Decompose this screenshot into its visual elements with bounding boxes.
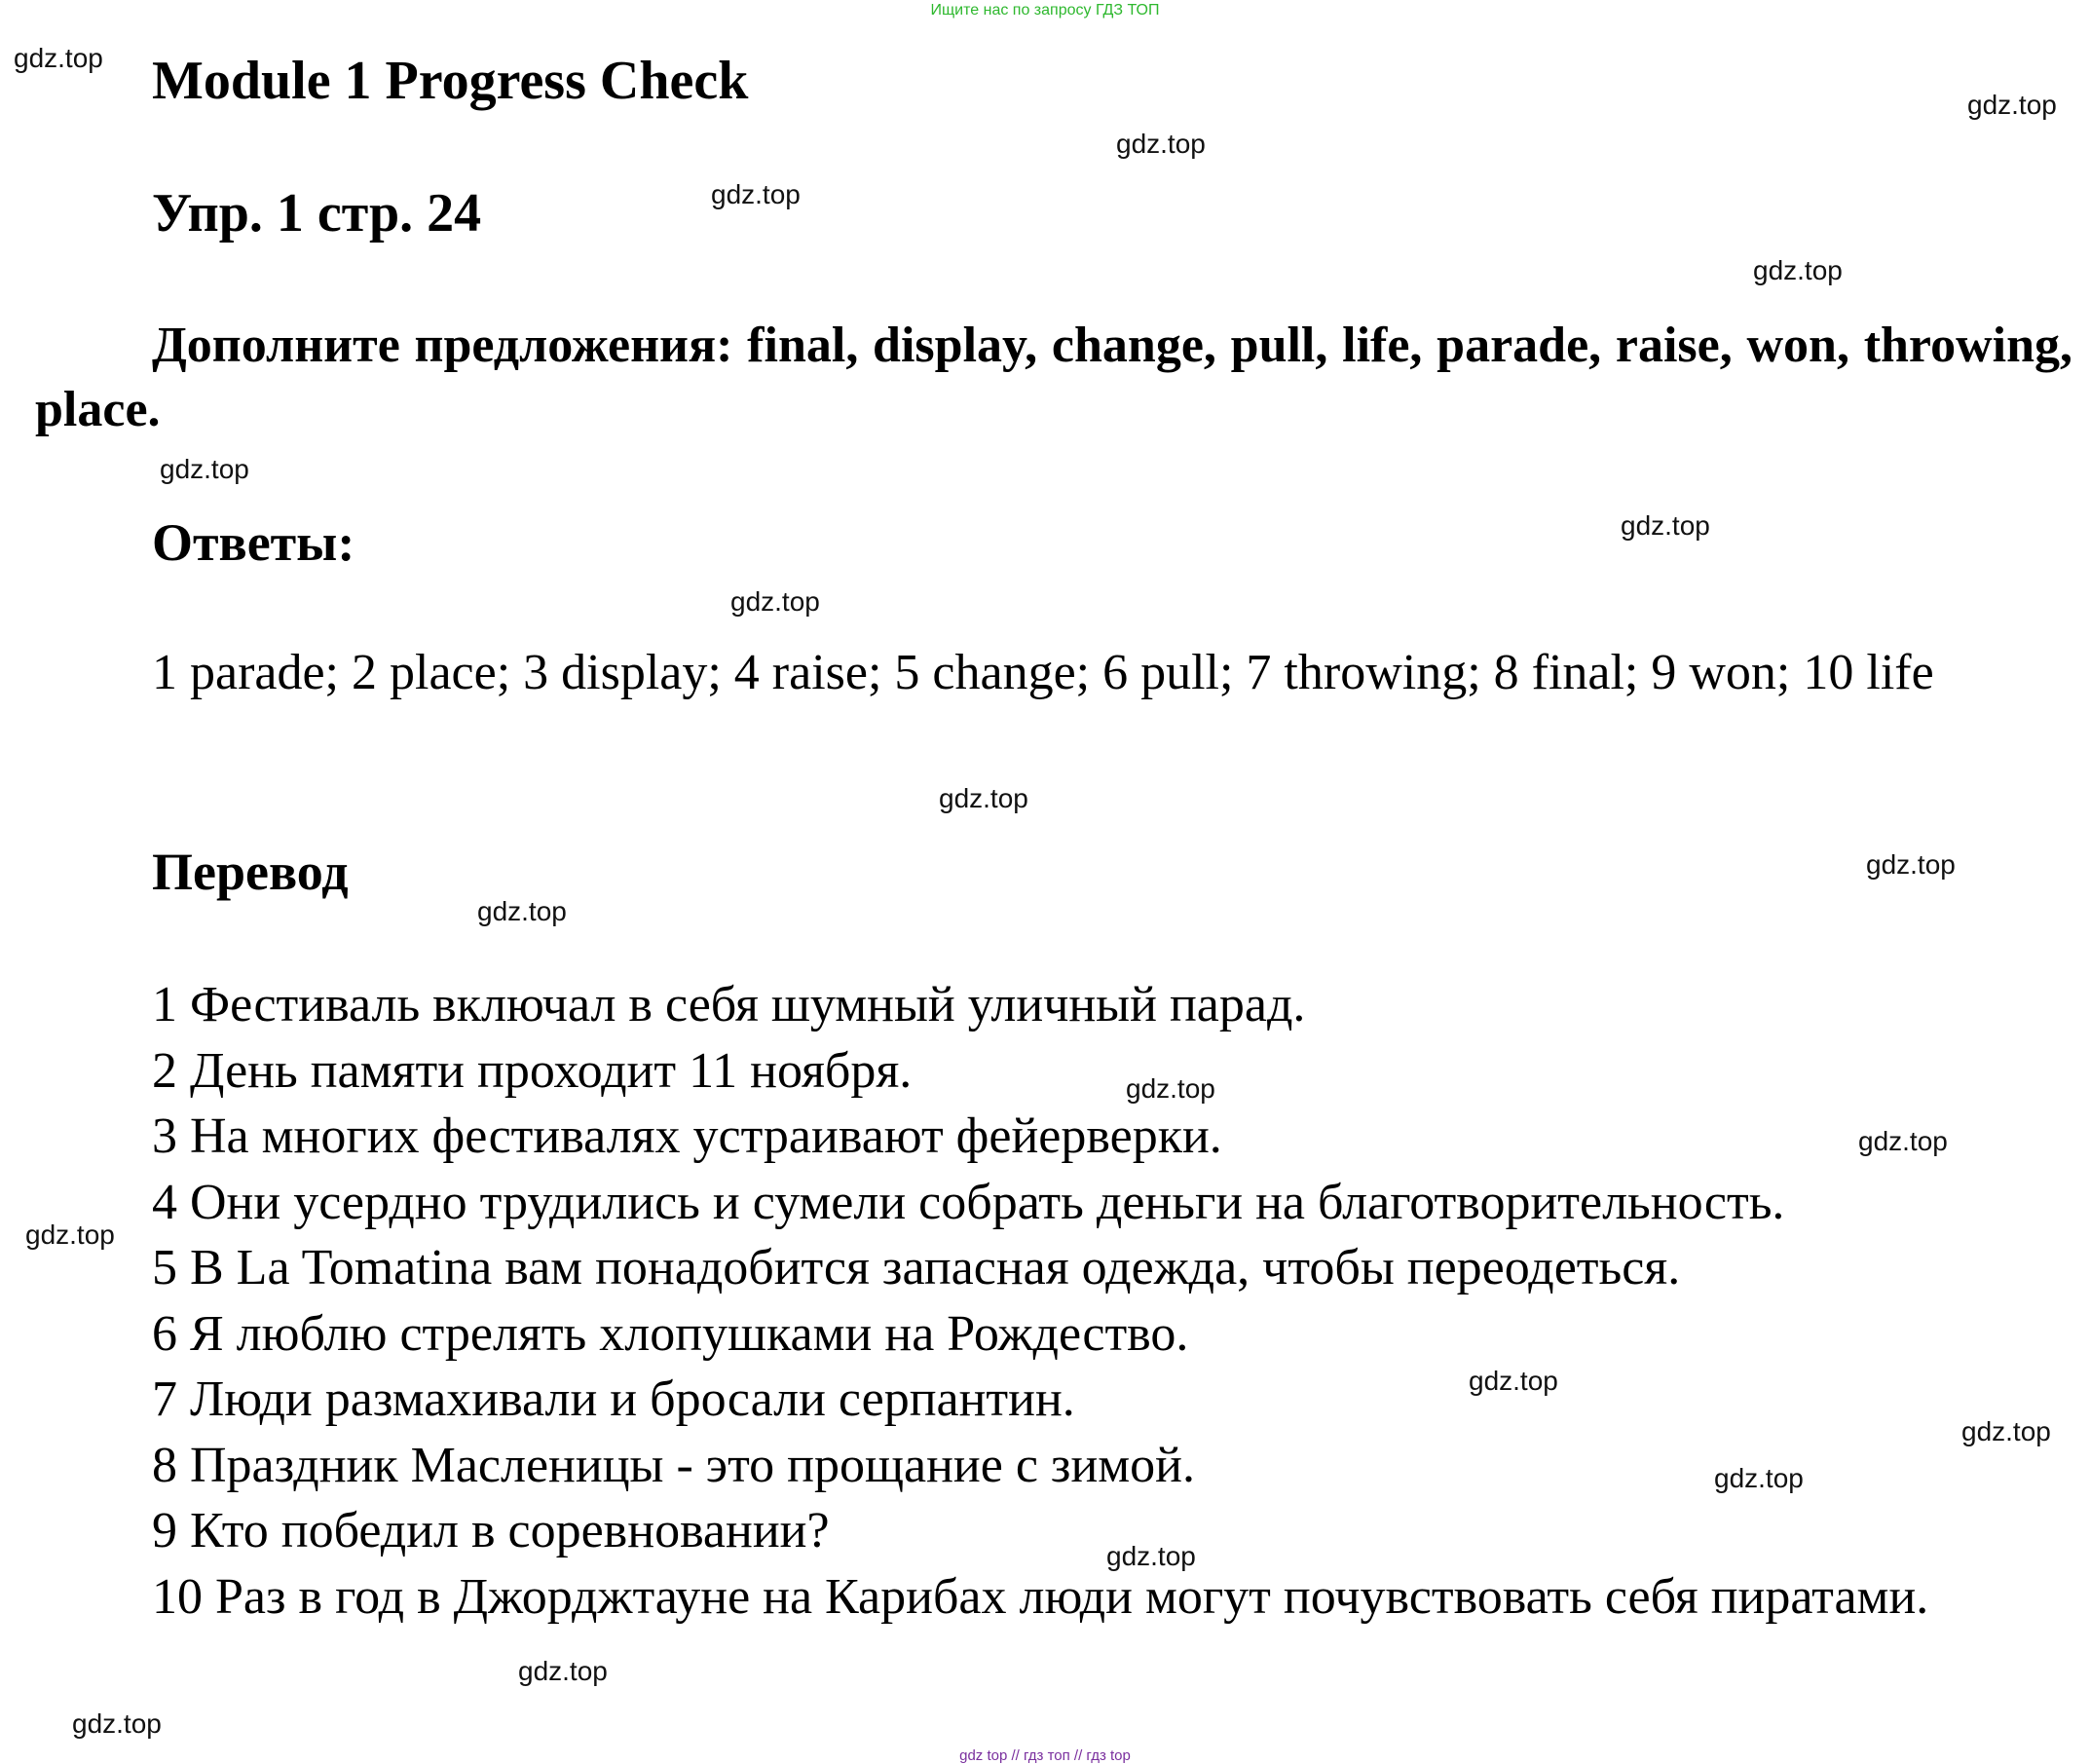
watermark: gdz.top <box>1967 90 2057 120</box>
watermark: gdz.top <box>25 1220 115 1250</box>
bottom-banner: gdz top // гдз топ // гдз top <box>959 1747 1131 1764</box>
watermark: gdz.top <box>1621 510 1710 541</box>
answers-heading: Ответы: <box>152 513 355 572</box>
translation-item: 5 В La Tomatina вам понадобится запасная одежда, чтобы переодеться. <box>152 1240 1681 1295</box>
translation-item: 8 Праздник Масленицы - это прощание с зимой. <box>152 1437 1196 1493</box>
watermark: gdz.top <box>1126 1073 1215 1104</box>
answers-text: 1 parade; 2 place; 3 display; 4 raise; 5 change; 6 pull; 7 throwing; 8 final; 9 won; 10 life <box>152 645 1934 700</box>
watermark: gdz.top <box>939 783 1028 813</box>
translation-heading: Перевод <box>152 843 349 901</box>
watermark: gdz.top <box>1469 1366 1558 1396</box>
watermark: gdz.top <box>160 454 249 484</box>
translation-item: 4 Они усердно трудились и сумели собрать деньги на благотворительность. <box>152 1174 1785 1230</box>
watermark: gdz.top <box>1753 255 1843 285</box>
watermark: gdz.top <box>730 586 820 617</box>
page-title: Module 1 Progress Check <box>152 51 749 111</box>
watermark: gdz.top <box>1714 1463 1804 1493</box>
watermark: gdz.top <box>1961 1416 2051 1446</box>
watermark: gdz.top <box>1106 1541 1196 1571</box>
watermark: gdz.top <box>1858 1126 1948 1156</box>
watermark: gdz.top <box>711 179 801 209</box>
translation-item: 1 Фестиваль включал в себя шумный уличный парад. <box>152 977 1306 1032</box>
translation-item: 9 Кто победил в соревновании? <box>152 1503 830 1558</box>
exercise-number: Упр. 1 стр. 24 <box>152 183 482 244</box>
translation-item: 6 Я люблю стрелять хлопушками на Рождество. <box>152 1305 1189 1362</box>
translation-item: 2 День памяти проходит 11 ноября. <box>152 1042 913 1099</box>
watermark: gdz.top <box>1866 849 1956 880</box>
translation-list <box>35 972 2072 1630</box>
translation-item: 10 Раз в год в Джорджтауне на Карибах люди могут почувствовать себя пиратами. <box>152 1568 1929 1625</box>
translation-item: 3 На многих фестивалях устраивают фейерверки. <box>152 1108 1222 1164</box>
watermark: gdz.top <box>477 896 567 926</box>
top-banner: Ищите нас по запросу ГДЗ ТОП <box>930 2 1160 19</box>
watermark: gdz.top <box>14 43 103 73</box>
translation-item: 7 Люди размахивали и бросали серпантин. <box>152 1371 1075 1427</box>
watermark: gdz.top <box>518 1656 608 1686</box>
task-instruction: Дополните предложения: final, display, change, pull, life, parade, raise, won, throwing, place. <box>35 318 2072 437</box>
watermark: gdz.top <box>1116 129 1206 159</box>
watermark: gdz.top <box>72 1708 162 1739</box>
